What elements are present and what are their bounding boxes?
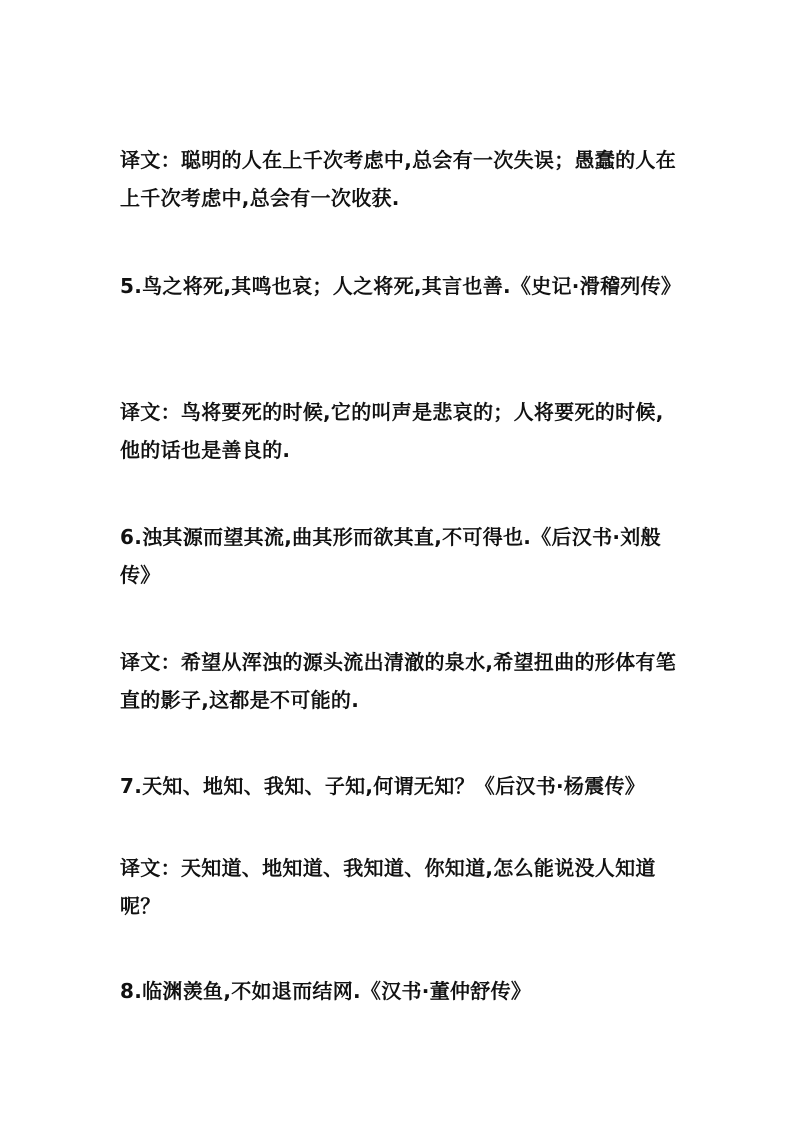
translation-paragraph: 译文：聪明的人在上千次考虑中,总会有一次失误；愚蠢的人在上千次考虑中,总会有一次收获. <box>120 148 676 210</box>
translation-paragraph: 译文：希望从浑浊的源头流出清澈的泉水,希望扭曲的形体有笔直的影子,这都是不可能的. <box>120 650 676 712</box>
translation-paragraph: 译文：鸟将要死的时候,它的叫声是悲哀的；人将要死的时候,他的话也是善良的. <box>120 400 664 462</box>
quote-paragraph-5: 5.鸟之将死,其鸣也哀；人之将死,其言也善.《史记·滑稽列传》 <box>120 274 682 298</box>
quote-paragraph-7: 7.天知、地知、我知、子知,何谓无知？《后汉书·杨震传》 <box>120 774 646 798</box>
quote-paragraph-8: 8.临渊羡鱼,不如退而结网.《汉书·董仲舒传》 <box>120 979 532 1003</box>
quote-paragraph-6: 6.浊其源而望其流,曲其形而欲其直,不可得也.《后汉书·刘般传》 <box>120 525 661 587</box>
translation-paragraph: 译文：天知道、地知道、我知道、你知道,怎么能说没人知道呢？ <box>120 856 656 918</box>
